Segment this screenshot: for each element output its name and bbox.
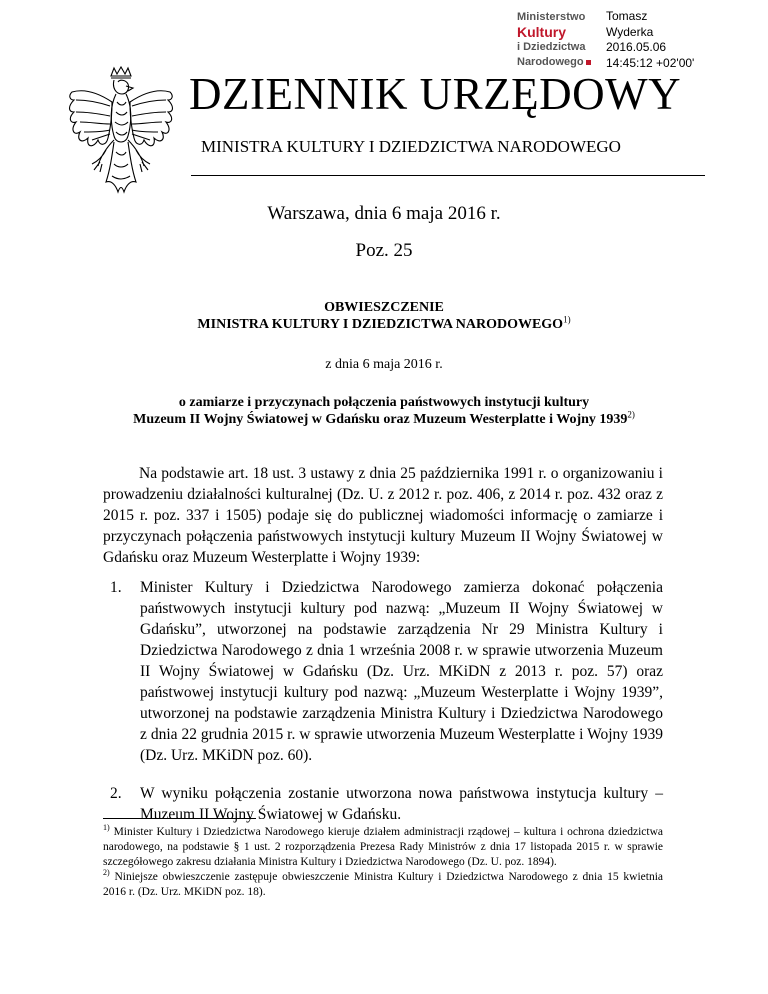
signer-first-name: Tomasz [606,9,648,23]
item-text: Minister Kultury i Dziedzictwa Narodowego zamierza dokonać połączenia państwowych instytucji kultury pod nazwą: „Muzeum II Wojny Światowej w Gdańsku”, utworzonej na podstawie zarządzenia Nr 29 Ministra Kultury i Dziedzictwa Narodowego z dnia 1 września 2008 r. w sprawie utworzenia Muzeum II Wojny Światowej w Gdańsku (Dz. Urz. MKiDN z 2013 r. poz. 57) oraz państwowej instytucji kultury pod nazwą: „Muzeum Westerplatte i Wojny 1939”, utworzonej na podstawie zarządzenia Ministra Kultury i Dziedzictwa Narodowego z dnia 22 grudnia 2015 r. w sprawie utworzenia Muzeum Westerplatte i Wojny 1939 (Dz. Urz. MKiDN poz. 60). [140,579,663,764]
ministry-logo [517,10,599,70]
document-date: z dnia 6 maja 2016 r. [325,357,443,372]
footnote [103,870,663,900]
provisions-list [103,577,663,825]
position-number: Poz. 25 [355,240,413,261]
journal-subtitle: MINISTRA KULTURY I DZIEDZICTWA NARODOWEGO [201,137,621,156]
footnote-ref-1[interactable]: 1) [563,314,571,325]
item-text: W wyniku połączenia zostanie utworzona nowa państwowa instytucja kultury – Muzeum II Wojny Światowej w Gdańsku. [140,785,663,823]
signature-date: 2016.05.06 [606,40,667,54]
header-divider [191,175,705,176]
footnote-text: Minister Kultury i Dziedzictwa Narodowego kieruje działem administracji rządowej – kultura i ochrona dziedzictwa narodowego, na podstawie § 1 ust. 2 rozporządzenia Prezesa Rady Ministrów z dnia 17 listopada 2015 r. w sprawie szczegółowego zakresu działania Ministra Kultury i Dziedzictwa Narodowego (Dz. U. poz. 1894). [103,826,664,868]
signer-last-name: Wyderka [606,24,654,39]
logo-line-1: Ministerstwo [517,11,586,23]
footnote-mark: 2) [103,868,110,878]
item-number: 1. [110,579,122,596]
logo-line-3: i Dziedzictwa [517,41,586,53]
intro-paragraph: Na podstawie art. 18 ust. 3 ustawy z dnia 25 października 1991 r. o organizowaniu i prowadzeniu działalności kulturalnej (Dz. U. z 2012 r. poz. 406, z 2014 r. poz. 432 oraz z 2015 r. poz. 337 i 1505) podaje się do publicznej wiadomości informację o zamiarze i przyczynach połączenia państwowych instytucji kultury Muzeum II Wojny Światowej w Gdańsku oraz Muzeum Westerplatte i Wojny 1939: [103,465,663,566]
journal-title: DZIENNIK URZĘDOWY [189,69,682,119]
footnote [103,825,663,870]
digital-signature[interactable] [606,9,694,71]
document-type: OBWIESZCZENIE [324,300,444,315]
footnote-divider [103,818,256,819]
footnote-ref-2[interactable]: 2) [627,409,635,420]
polish-eagle-icon [62,66,180,200]
place-date: Warszawa, dnia 6 maja 2016 r. [267,203,501,224]
issuing-authority: MINISTRA KULTURY I DZIEDZICTWA NARODOWEGO$^{1)}$ [197,314,571,332]
item-number: 2. [110,785,122,802]
footnote-mark: 1) [103,823,110,833]
footnote-text: Niniejsze obwieszczenie zastępuje obwieszczenie Ministra Kultury i Dziedzictwa Narodowego z dnia 15 kwietnia 2016 r. (Dz. Urz. MKiDN poz. 18). [103,871,664,898]
logo-line-2: Kultury [517,24,566,40]
logo-dot [586,60,591,65]
footnotes [103,825,663,900]
signature-time: 14:45:12 +02'00' [606,55,695,70]
subject-line-2: Muzeum II Wojny Światowej w Gdańsku oraz Muzeum Westerplatte i Wojny 1939$^{2)}$ [133,409,635,427]
subject-line-1: o zamiarze i przyczynach połączenia państwowych instytucji kultury [178,395,590,410]
list-item [103,577,663,766]
logo-line-4: Narodowego [517,55,599,70]
